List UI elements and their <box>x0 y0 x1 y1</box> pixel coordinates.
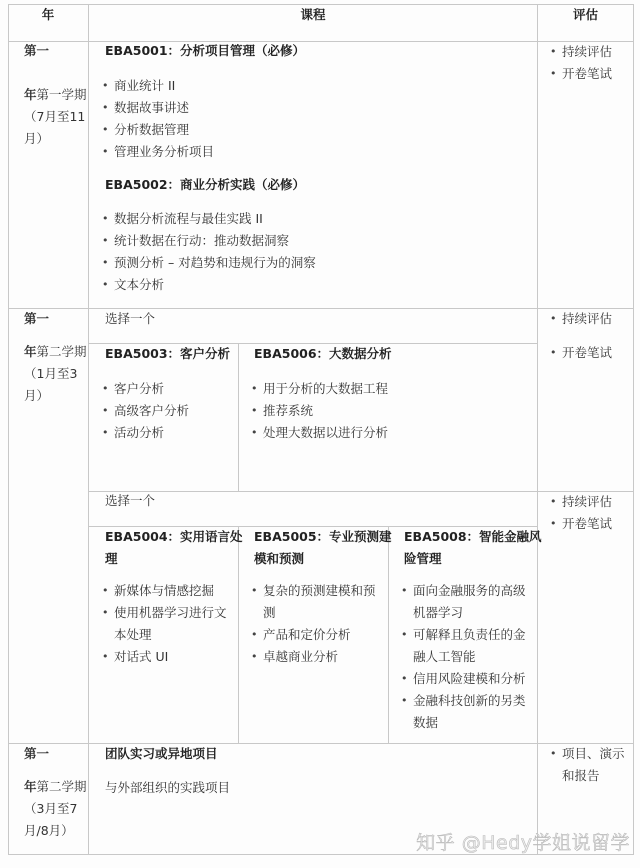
list-item: • 统计数据在行动：推动数据洞察 <box>100 230 316 252</box>
list-item: • 金融科技创新的另类数据 <box>399 690 535 734</box>
list-item: • 使用机器学习进行文本处理 <box>100 602 236 646</box>
list-item: • 产品和定价分析 <box>249 624 385 646</box>
project-description: 与外部组织的实践项目 <box>105 780 231 795</box>
elective-topics <box>249 378 388 444</box>
assessment-list <box>548 491 612 535</box>
inner-column-divider <box>238 343 239 491</box>
list-item: • 开卷笔试 <box>548 342 612 364</box>
elective-title: EBA5005：专业预测建 模和预测 <box>254 529 392 566</box>
module-topics <box>100 75 214 163</box>
header-course: 课程 <box>300 7 326 22</box>
choose-one-label: 选择一个 <box>105 493 156 508</box>
year-cell: 第一 年第二学期 （3月至7 月/8月） <box>24 746 87 838</box>
row-divider-2 <box>8 743 634 744</box>
assessment-list <box>548 743 632 787</box>
list-item: • 持续评估 <box>548 308 612 330</box>
list-item: • 可解释且负责任的金融人工智能 <box>399 624 535 668</box>
list-item: • 数据故事讲述 <box>100 97 214 119</box>
elective-title: EBA5008：智能金融风 险管理 <box>404 529 542 566</box>
elective-topics <box>100 580 236 668</box>
module-title: EBA5002：商业分析实践（必修） <box>105 177 306 192</box>
list-item: • 商业统计 II <box>100 75 214 97</box>
choose-one-label: 选择一个 <box>105 311 156 326</box>
list-item: • 持续评估 <box>548 41 612 63</box>
elective-topics <box>249 580 385 668</box>
elective-topics <box>399 580 535 734</box>
list-item: • 高级客户分析 <box>100 400 189 422</box>
list-item: • 信用风险建模和分析 <box>399 668 535 690</box>
list-item: • 项目、演示和报告 <box>548 743 632 787</box>
list-item: • 推荐系统 <box>249 400 388 422</box>
list-item: • 活动分析 <box>100 422 189 444</box>
list-item: • 客户分析 <box>100 378 189 400</box>
header-assessment: 评估 <box>572 7 598 22</box>
column-divider-assessment <box>537 4 538 855</box>
column-divider-year <box>88 4 89 855</box>
list-item: • 管理业务分析项目 <box>100 141 214 163</box>
assessment-list <box>548 41 612 85</box>
assessment-list <box>548 308 612 364</box>
list-item: • 卓越商业分析 <box>249 646 385 668</box>
list-item: • 开卷笔试 <box>548 63 612 85</box>
year-cell: 第一 年第二学期 （1月至3 月） <box>24 311 87 403</box>
elective-topics <box>100 378 189 444</box>
list-item: • 处理大数据以进行分析 <box>249 422 388 444</box>
project-title: 团队实习或异地项目 <box>105 746 218 761</box>
table-border-left <box>8 4 9 855</box>
module-topics <box>100 208 316 296</box>
list-item: • 面向金融服务的高级机器学习 <box>399 580 535 624</box>
list-item: • 对话式 UI <box>100 646 236 668</box>
elective-title: EBA5006：大数据分析 <box>254 346 392 361</box>
list-item: • 文本分析 <box>100 274 316 296</box>
row-divider-1 <box>8 308 634 309</box>
header-divider <box>8 41 634 42</box>
list-item: • 用于分析的大数据工程 <box>249 378 388 400</box>
list-item: • 预测分析 – 对趋势和违规行为的洞察 <box>100 252 316 274</box>
list-item: • 数据分析流程与最佳实践 II <box>100 208 316 230</box>
list-item: • 分析数据管理 <box>100 119 214 141</box>
list-item: • 新媒体与情感挖掘 <box>100 580 236 602</box>
list-item: • 开卷笔试 <box>548 513 612 535</box>
module-title: EBA5001：分析项目管理（必修） <box>105 43 306 58</box>
elective-title: EBA5004：实用语言处 理 <box>105 529 243 566</box>
watermark: 知乎 @Hedy学姐说留学 <box>416 832 630 854</box>
year-cell: 第一 年第一学期 （7月至11 月） <box>24 43 87 146</box>
table-border-right <box>633 4 634 855</box>
elective-title: EBA5003：客户分析 <box>105 346 231 361</box>
header-year: 年 <box>41 7 55 22</box>
list-item: • 复杂的预测建模和预测 <box>249 580 385 624</box>
list-item: • 持续评估 <box>548 491 612 513</box>
